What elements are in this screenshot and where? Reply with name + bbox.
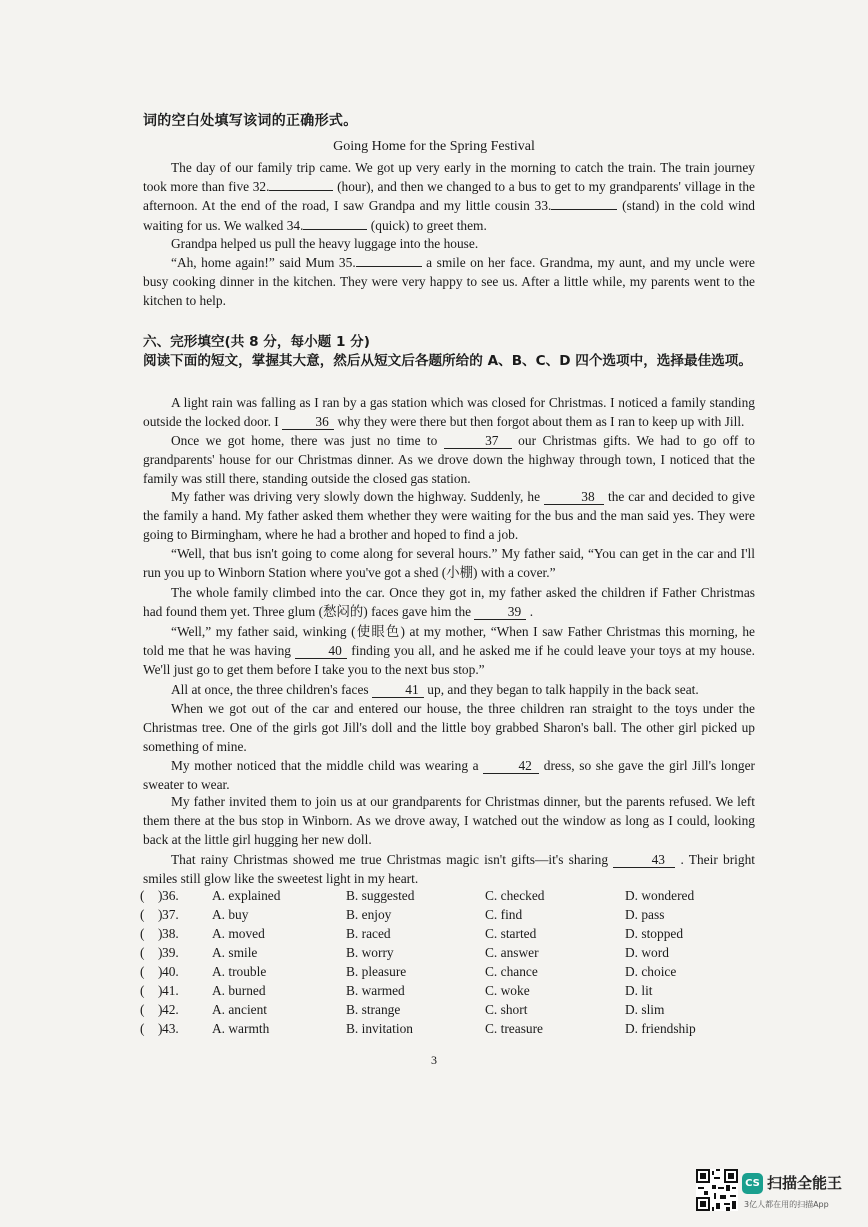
story2-paragraph-11: That rainy Christmas showed me true Christmas magic isn't gifts—it's sharing 43 . Their bright smiles still glow like the sweetest light in my heart.	[143, 852, 755, 887]
question-number: 39.	[162, 945, 179, 960]
story2-paragraph-5: The whole family climbed into the car. Once they got in, my father asked the children if Father Christmas had found them yet. Three glum (愁闷的) faces gave him the 39 .	[143, 585, 755, 620]
answer-paren-open[interactable]: (	[140, 1021, 145, 1036]
option-c[interactable]: C. chance	[485, 964, 538, 979]
scanner-app-tagline: 3亿人都在用的扫描App	[744, 1200, 829, 1209]
answer-paren-open[interactable]: (	[140, 983, 145, 998]
answer-paren-close: )	[158, 888, 163, 903]
question-number: 36.	[162, 888, 179, 903]
answer-paren-close: )	[158, 964, 163, 979]
question-number: 40.	[162, 964, 179, 979]
answer-paren-open[interactable]: (	[140, 964, 145, 979]
option-a[interactable]: A. burned	[212, 983, 266, 998]
answer-paren-close: )	[158, 907, 163, 922]
option-b[interactable]: B. strange	[346, 1002, 401, 1017]
option-b[interactable]: B. warmed	[346, 983, 405, 998]
qr-code-icon	[696, 1169, 738, 1211]
option-row	[136, 907, 776, 926]
option-b[interactable]: B. suggested	[346, 888, 415, 903]
answer-paren-close: )	[158, 983, 163, 998]
option-row	[136, 888, 776, 907]
scanner-app-name: 扫描全能王	[767, 1174, 843, 1192]
answer-paren-open[interactable]: (	[140, 1002, 145, 1017]
answer-paren-close: )	[158, 926, 163, 941]
blank-43[interactable]: 43	[613, 853, 675, 868]
blank-35[interactable]	[356, 266, 422, 267]
camscanner-logo: CS	[742, 1173, 763, 1194]
answer-paren-open[interactable]: (	[140, 926, 145, 941]
option-d[interactable]: D. word	[625, 945, 669, 960]
story2-paragraph-2: Once we got home, there was just no time to 37 our Christmas gifts. We had to go off to grandparents' house for our Christmas dinner. As we drove down the highway through town, I noticed that the family was still there, standing outside the closed gas station.	[143, 433, 756, 487]
blank-33[interactable]	[551, 209, 617, 210]
option-a[interactable]: A. trouble	[212, 964, 267, 979]
option-b[interactable]: B. raced	[346, 926, 391, 941]
story2-paragraph-8: When we got out of the car and entered our house, the three children ran straight to the toys under the Christmas tree. One of the girls got Jill's doll and the little boy grabbed Sharon's ball. The other girl picked up something of mine.	[143, 701, 755, 755]
option-a[interactable]: A. ancient	[212, 1002, 268, 1017]
story2-paragraph-10: My father invited them to join us at our grandparents for Christmas dinner, but the parents refused. We left them there at the bus stop in Winborn. As we drove away, I watched out the window as long as I could, looking back at the little girl hugging her new doll.	[143, 794, 755, 848]
option-d[interactable]: D. wondered	[625, 888, 695, 903]
option-c[interactable]: C. woke	[485, 983, 530, 998]
blank-32[interactable]	[269, 190, 333, 191]
answer-paren-open[interactable]: (	[140, 907, 145, 922]
option-b[interactable]: B. pleasure	[346, 964, 407, 979]
blank-37[interactable]: 37	[444, 434, 512, 449]
option-c[interactable]: C. started	[485, 926, 537, 941]
answer-paren-close: )	[158, 1021, 163, 1036]
option-a[interactable]: A. smile	[212, 945, 258, 960]
option-row	[136, 1002, 776, 1021]
option-c[interactable]: C. answer	[485, 945, 539, 960]
option-row	[136, 1021, 776, 1040]
option-b[interactable]: B. worry	[346, 945, 394, 960]
story1-paragraph-1: The day of our family trip came. We got up very early in the morning to catch the train. The train journey took more than five 32. (hour), and then we changed to a bus to get to my grandparents' village in the afternoon. At the end of the road, I saw Grandpa and my little cousin 33. (stand) in the cold wind waiting for us. We walked 34. (quick) to greet them.	[143, 160, 755, 233]
blank-42[interactable]: 42	[483, 759, 539, 774]
blank-34[interactable]	[303, 229, 367, 230]
story2-paragraph-1: A light rain was falling as I ran by a gas station which was closed for Christmas. I noticed a family standing outside the locked door. I 36 why they were there but then forgot about them as I ran to keep up with Jill.	[143, 395, 755, 430]
option-row	[136, 964, 776, 983]
option-d[interactable]: D. lit	[625, 983, 653, 998]
page-number: 3	[431, 1053, 437, 1067]
story2-paragraph-9: My mother noticed that the middle child was wearing a 42 dress, so she gave the girl Jill's longer sweater to wear.	[143, 758, 755, 793]
question-number: 43.	[162, 1021, 179, 1036]
option-d[interactable]: D. stopped	[625, 926, 684, 941]
option-d[interactable]: D. slim	[625, 1002, 665, 1017]
section-6-instruction: 阅读下面的短文，掌握其大意，然后从短文后各题所给的 A、B、C、D 四个选项中，选择最佳选项。	[143, 353, 752, 369]
blank-40[interactable]: 40	[295, 644, 347, 659]
story2-paragraph-4: “Well, that bus isn't going to come along for several hours.” My father said, “You can get in the car and I'll run you up to Winborn Station where you've got a shed (小棚) with a cover.”	[143, 546, 755, 581]
option-b[interactable]: B. invitation	[346, 1021, 413, 1036]
option-row	[136, 926, 776, 945]
option-c[interactable]: C. find	[485, 907, 523, 922]
fill-form-instruction: 词的空白处填写该词的正确形式。	[143, 113, 358, 129]
option-a[interactable]: A. buy	[212, 907, 249, 922]
blank-36[interactable]: 36	[282, 415, 334, 430]
question-number: 42.	[162, 1002, 179, 1017]
question-number: 37.	[162, 907, 179, 922]
option-d[interactable]: D. choice	[625, 964, 677, 979]
question-number: 38.	[162, 926, 179, 941]
blank-41[interactable]: 41	[372, 683, 424, 698]
option-d[interactable]: D. pass	[625, 907, 665, 922]
answer-paren-close: )	[158, 1002, 163, 1017]
blank-38[interactable]: 38	[544, 490, 604, 505]
passage-title: Going Home for the Spring Festival	[333, 139, 535, 154]
option-a[interactable]: A. moved	[212, 926, 265, 941]
option-c[interactable]: C. checked	[485, 888, 545, 903]
story1-paragraph-3: “Ah, home again!” said Mum 35. a smile on her face. Grandma, my aunt, and my uncle were busy cooking dinner in the kitchen. They were very happy to see us. After a little while, my parents went to the kitchen to help.	[143, 255, 755, 309]
option-a[interactable]: A. warmth	[212, 1021, 270, 1036]
answer-paren-open[interactable]: (	[140, 945, 145, 960]
story2-paragraph-6: “Well,” my father said, winking (使眼色) at my mother, “When I saw Father Christmas this morning, he told me that he was having 40 finding you all, and he asked me if he could leave your toys at my house. We'll just go to get them before I take you to the next bus stop.”	[143, 624, 755, 678]
answer-paren-close: )	[158, 945, 163, 960]
option-c[interactable]: C. short	[485, 1002, 528, 1017]
story1-paragraph-2: Grandpa helped us pull the heavy luggage into the house.	[171, 236, 479, 251]
story2-paragraph-7: All at once, the three children's faces 41 up, and they began to talk happily in the back seat.	[171, 682, 699, 697]
answer-paren-open[interactable]: (	[140, 888, 145, 903]
section-6-heading: 六、完形填空(共 8 分，每小题 1 分)	[143, 334, 370, 350]
question-number: 41.	[162, 983, 179, 998]
story2-paragraph-3: My father was driving very slowly down the highway. Suddenly, he 38 the car and decided to give the family a hand. My father asked them whether they were waiting for the bus and the man said yes. They were going to Birmingham, where he had a brother and hoped to find a job.	[143, 489, 756, 543]
option-c[interactable]: C. treasure	[485, 1021, 544, 1036]
option-row	[136, 945, 776, 964]
blank-39[interactable]: 39	[474, 605, 526, 620]
option-b[interactable]: B. enjoy	[346, 907, 392, 922]
option-a[interactable]: A. explained	[212, 888, 281, 903]
option-d[interactable]: D. friendship	[625, 1021, 696, 1036]
option-row	[136, 983, 776, 1002]
